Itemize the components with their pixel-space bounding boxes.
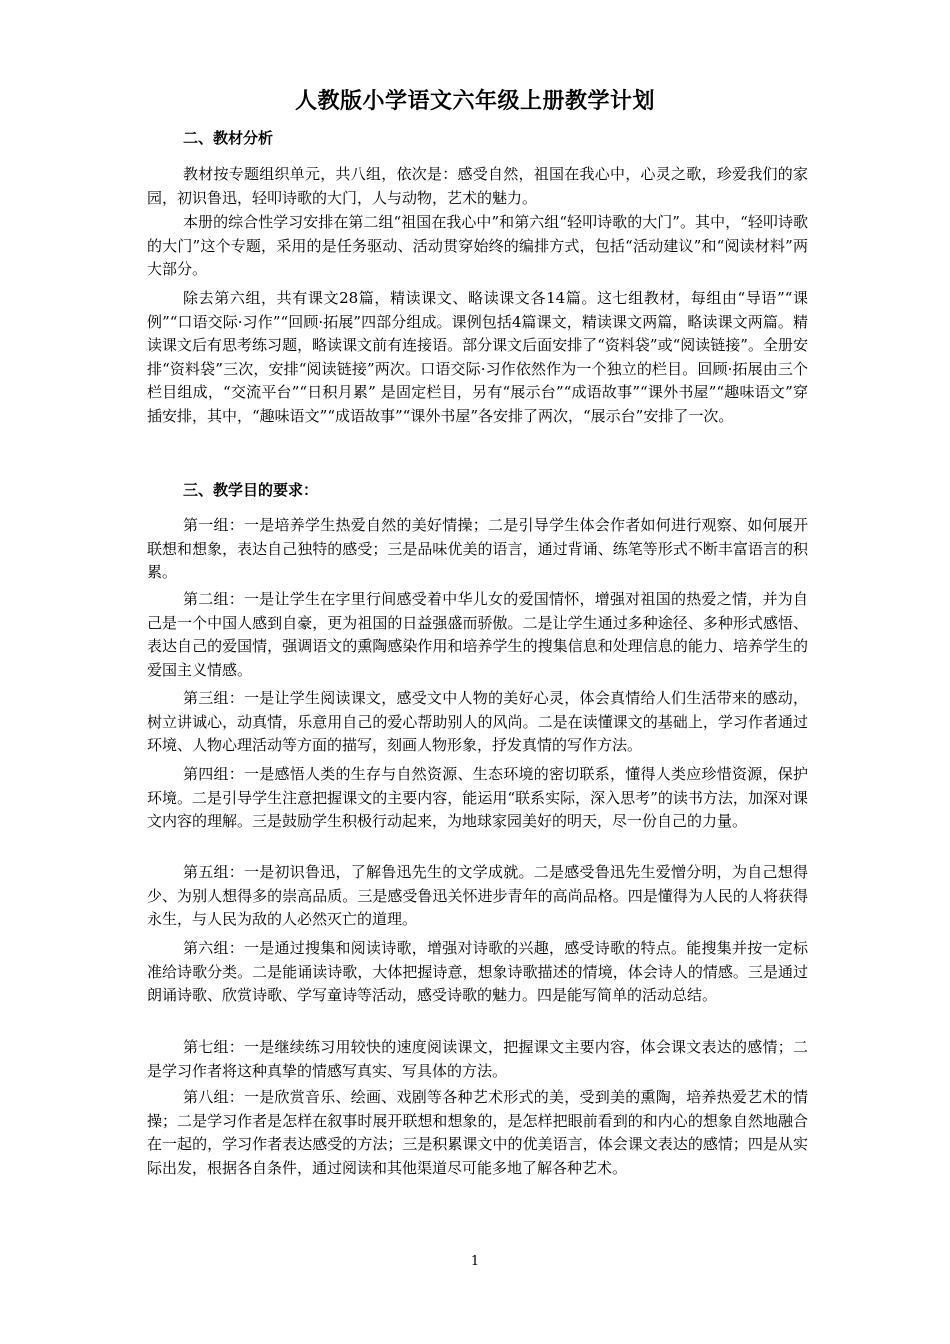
paragraph: 教材按专题组织单元，共八组，依次是：感受自然，祖国在我心中，心灵之歌，珍爱我们的家园，初识鲁迅，轻叩诗歌的大门，人与动物，艺术的魅力。 (147, 165, 808, 207)
paragraph: 第一组：一是培养学生热爱自然的美好情操；二是引导学生体会作者如何进行观察、如何展开联想和想象，表达自己独特的感受；三是品味优美的语言，通过背诵、练笔等形式不断丰富语言的积累。 (147, 516, 808, 581)
section-heading-textbook-analysis: 二、教材分析 (183, 129, 274, 147)
paragraph: 第七组：一是继续练习用较快的速度阅读课文，把握课文主要内容，体会课文表达的感情；二是学习作者将这种真挚的情感写真实、写具体的方法。 (147, 1038, 808, 1080)
paragraph: 本册的综合性学习安排在第二组“祖国在我心中”和第六组“轻叩诗歌的大门”。其中，“轻叩诗歌的大门”这个专题，采用的是任务驱动、活动贯穿始终的编排方式，包括“活动建议”和“阅读材料”两大部分。 (147, 213, 808, 278)
paragraph: 第五组：一是初识鲁迅，了解鲁迅先生的文学成就。二是感受鲁迅先生爱憎分明，为自己想得少、为别人想得多的崇高品质。三是感受鲁迅关怀进步青年的高尚品格。四是懂得为人民的人将获得永生，与人民为敌的人必然灭亡的道理。 (147, 863, 808, 928)
paragraph: 第六组：一是通过搜集和阅读诗歌，增强对诗歌的兴趣，感受诗歌的特点。能搜集并按一定标准给诗歌分类。二是能诵读诗歌，大体把握诗意，想象诗歌描述的情境，体会诗人的情感。三是通过朗诵诗歌、欣赏诗歌、学写童诗等活动，感受诗歌的魅力。四是能写简单的活动总结。 (147, 939, 808, 1004)
section-heading-teaching-goals: 三、教学目的要求： (183, 481, 319, 499)
paragraph: 第四组：一是感悟人类的生存与自然资源、生态环境的密切联系，懂得人类应珍惜资源，保护环境。二是引导学生注意把握课文的主要内容，能运用“联系实际，深入思考”的读书方法，加深对课文内容的理解。三是鼓励学生积极行动起来，为地球家园美好的明天，尽一份自己的力量。 (147, 765, 808, 830)
page-number: 1 (470, 1254, 480, 1269)
paragraph: 第三组：一是让学生阅读课文，感受文中人物的美好心灵，体会真情给人们生活带来的感动，树立讲诚心，动真情，乐意用自己的爱心帮助别人的风尚。二是在读懂课文的基础上，学习作者通过环境、人物心理活动等方面的描写，刻画人物形象，抒发真情的写作方法。 (147, 689, 808, 754)
paragraph: 第八组：一是欣赏音乐、绘画、戏剧等各种艺术形式的美，受到美的熏陶，培养热爱艺术的情操；二是学习作者是怎样在叙事时展开联想和想象的，是怎样把眼前看到的和内心的想象自然地融合在一起的，学习作者表达感受的方法；三是积累课文中的优美语言，体会课文表达的感情；四是从实际出发，根据各自条件，通过阅读和其他渠道尽可能多地了解各种艺术。 (147, 1088, 808, 1177)
paragraph: 第二组：一是让学生在字里行间感受着中华儿女的爱国情怀，增强对祖国的热爱之情，并为自己是一个中国人感到自豪，更为祖国的日益强盛而骄傲。二是让学生通过多种途径、多种形式感悟、表达自己的爱国情，强调语文的熏陶感染作用和培养学生的搜集信息和处理信息的能力、培养学生的爱国主义情感。 (147, 590, 808, 679)
paragraph: 除去第六组，共有课文28篇，精读课文、略读课文各14篇。这七组教材，每组由“导语”“课例”“口语交际·习作”“回顾·拓展”四部分组成。课例包括4篇课文，精读课文两篇，略读课文两篇。精读课文后有思考练习题，略读课文前有连接语。部分课文后面安排了“资料袋”或“阅读链接”。全册安排“资料袋”三次，安排“阅读链接”两次。口语交际·习作依然作为一个独立的栏目。回顾·拓展由三个栏目组成，“交流平台”“日积月累” 是固定栏目，另有“展示台”“成语故事”“课外书屋”“趣味语文”穿插安排，其中，“趣味语文”“成语故事”“课外书屋”各安排了两次，“展示台”安排了一次。 (147, 289, 808, 425)
page-title: 人教版小学语文六年级上册教学计划 (294, 89, 655, 114)
